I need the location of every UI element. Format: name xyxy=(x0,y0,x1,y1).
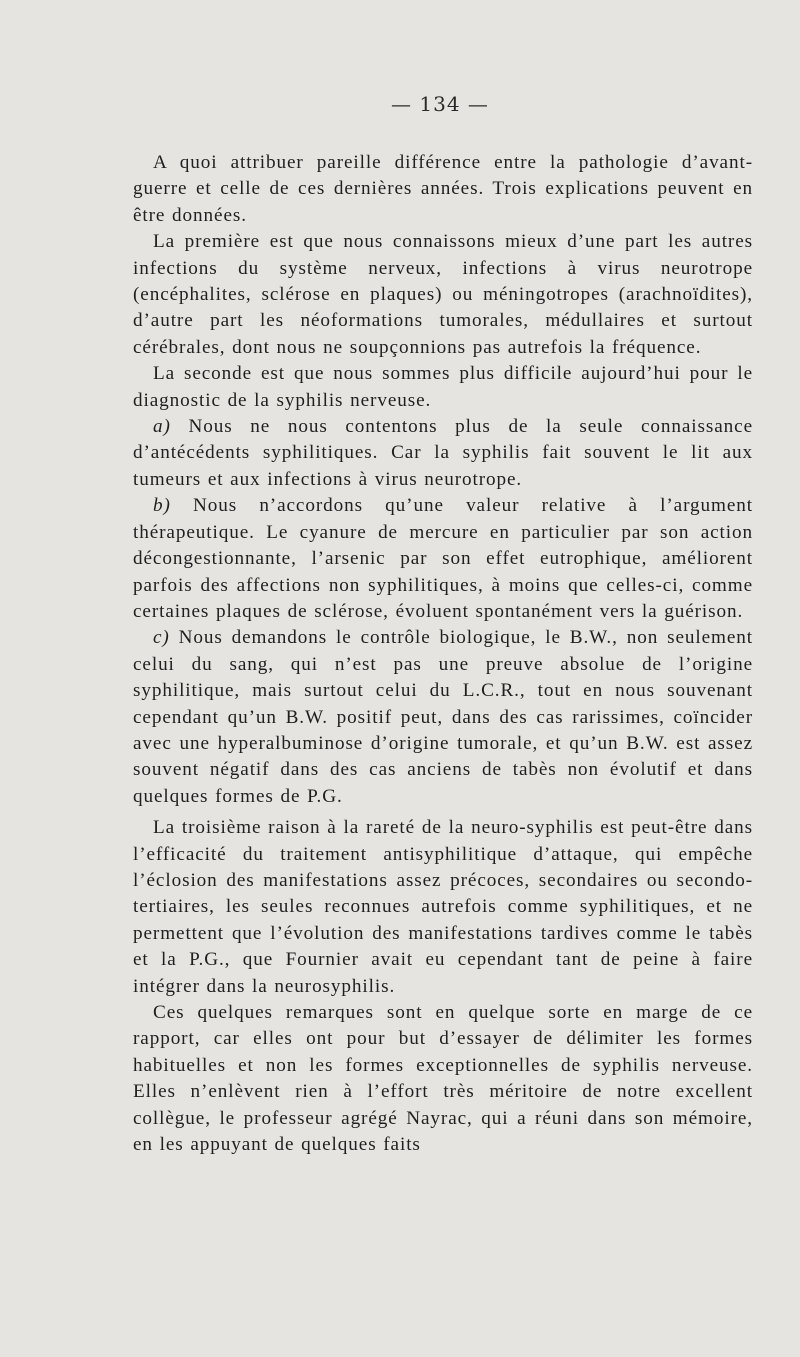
paragraph-2: La première est que nous connaissons mieux d’une part les autres infections du système nerveux, infections à virus neurotrope (encéphalites, sclérose en plaques) ou méningotropes (arachnoïdites), d’autre part les néoformations tumorales, médullaires et surtout cérébrales, dont nous ne soupçonnions pas autrefois la fréquence. xyxy=(133,231,753,358)
paragraph-6-item-c xyxy=(133,625,753,810)
paragraph-4-item-a xyxy=(133,414,753,493)
item-text-a: Nous ne nous contentons plus de la seule connaissance d’antécédents syphilitiques. Car la syphilis fait souvent le lit aux tumeurs et aux infections à virus neurotrope. xyxy=(133,416,753,490)
paragraph-3: La seconde est que nous sommes plus difficile aujourd’hui pour le diagnostic de la syphilis nerveuse. xyxy=(133,363,753,411)
item-marker-b: b) xyxy=(153,495,171,517)
paragraph-7: La troisième raison à la rareté de la neuro-syphilis est peut-être dans l’efficacité du traitement antisyphilitique d’attaque, qui empêche l’éclosion des manifestations assez précoces, secondaires ou secondo-tertiaires, les seules reconnues autrefois comme syphilitiques, et ne permettent que l’évolution des manifestations tardives comme le tabès et la P.G., que Fournier avait eu cependant tant de peine à faire intégrer dans la neurosyphilis. xyxy=(133,817,753,997)
paragraph-1: A quoi attribuer pareille différence entre la pathologie d’avant-guerre et celle de ces dernières années. Trois explications peuvent en être données. xyxy=(133,152,753,226)
paragraph-5-item-b xyxy=(133,493,753,625)
page-number: — 134 — xyxy=(391,92,489,116)
item-marker-a: a) xyxy=(153,416,171,438)
body-text xyxy=(133,150,753,1158)
paragraph-8: Ces quelques remarques sont en quelque sorte en marge de ce rapport, car elles ont pour but d’essayer de délimiter les formes habituelles et non les formes exceptionnelles de syphilis nerveuse. Elles n’enlèvent rien à l’effort très méritoire de notre excellent collègue, le professeur agrégé Nayrac, qui a réuni dans son mémoire, en les appuyant de quelques faits xyxy=(133,1002,753,1156)
item-text-b: Nous n’accordons qu’une valeur relative à l’argument thérapeutique. Le cyanure de mercure en particulier par son action décongestionnante, l’arsenic par son effet eutrophique, améliorent parfois des affections non syphilitiques, à moins que celles-ci, comme certaines plaques de sclérose, évoluent spontanément vers la guérison. xyxy=(133,495,753,622)
item-marker-c: c) xyxy=(153,627,170,649)
item-text-c: Nous demandons le contrôle biologique, le B.W., non seulement celui du sang, qui n’est pas une preuve absolue de l’origine syphilitique, mais surtout celui du L.C.R., tout en nous souvenant cependant qu’un B.W. positif peut, dans des cas rarissimes, coïncider avec une hyperalbuminose d’origine tumorale, et qu’un B.W. est assez souvent négatif dans des cas anciens de tabès non évolutif et dans quelques formes de P.G. xyxy=(133,627,753,807)
